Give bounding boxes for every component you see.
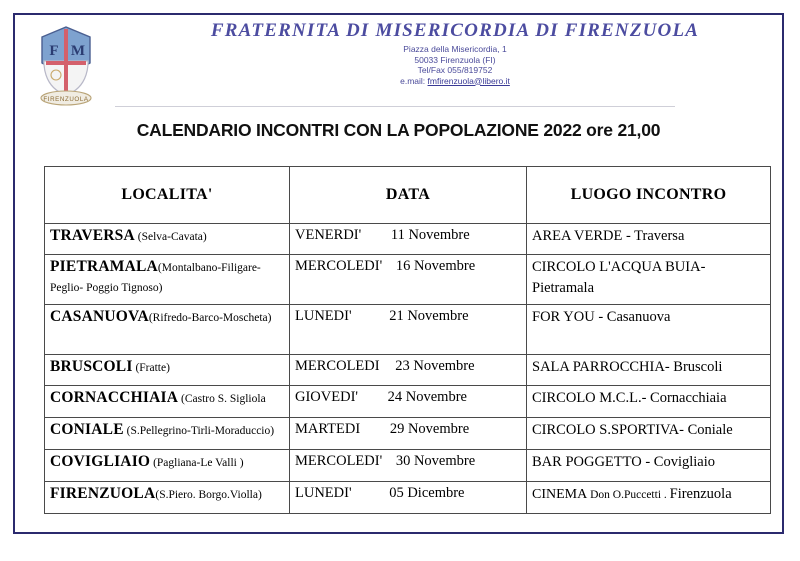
locality-subtitle: (S.Pellegrino-Tirli-Moraduccio) xyxy=(123,425,275,437)
date-number: 05 Dicembre xyxy=(389,485,465,501)
cell-place: AREA VERDE - Traversa xyxy=(527,224,771,255)
locality-name: CONIALE xyxy=(50,421,124,438)
locality-subtitle: (Montalbano-Filigare-Peglio- Poggio Tignoso) xyxy=(50,262,261,294)
table-row xyxy=(45,386,771,418)
cell-place xyxy=(527,482,771,514)
table-header-row xyxy=(45,167,771,224)
column-header-data: DATA xyxy=(290,167,527,224)
table-row xyxy=(45,450,771,482)
locality-name: TRAVERSA xyxy=(50,227,135,244)
locality-name: FIRENZUOLA xyxy=(50,485,156,502)
weekday: LUNEDI' xyxy=(295,485,352,501)
cell-locality xyxy=(45,450,290,482)
svg-text:FIRENZUOLA: FIRENZUOLA xyxy=(43,96,89,103)
locality-name: BRUSCOLI xyxy=(50,358,133,375)
locality-subtitle: (Castro S. Sigliola xyxy=(178,393,266,405)
column-header-luogo: LUOGO INCONTRO xyxy=(527,167,771,224)
cell-place: BAR POGGETTO - Covigliaio xyxy=(527,450,771,482)
locality-subtitle: (Selva-Cavata) xyxy=(134,231,207,243)
email-link[interactable]: fmfirenzuola@libero.it xyxy=(427,75,510,86)
svg-text:M: M xyxy=(70,43,86,59)
cell-locality xyxy=(45,418,290,450)
locality-subtitle: (Pagliana-Le Valli ) xyxy=(150,457,244,469)
table-row xyxy=(45,355,771,386)
page-title: CALENDARIO INCONTRI CON LA POPOLAZIONE 2022 ore 21,00 xyxy=(136,120,661,140)
column-header-localita: LOCALITA' xyxy=(45,167,290,224)
email-line xyxy=(135,76,775,87)
date-number: 29 Novembre xyxy=(389,421,470,437)
date-number: 30 Novembre xyxy=(395,453,476,469)
cell-date xyxy=(290,418,527,450)
table-row xyxy=(45,418,771,450)
weekday: MERCOLEDI' xyxy=(295,258,383,274)
locality-name: CASANUOVA xyxy=(50,308,149,325)
weekday: MERCOLEDI' xyxy=(295,453,383,469)
cell-place: FOR YOU - Casanuova xyxy=(527,305,771,355)
cell-date xyxy=(290,305,527,355)
header-divider xyxy=(115,106,675,107)
cell-date xyxy=(290,224,527,255)
date-number: 16 Novembre xyxy=(395,258,476,274)
organization-contact-block xyxy=(135,44,775,86)
phone-fax-line: Tel/Fax 055/819752 xyxy=(417,65,493,75)
date-number: 11 Novembre xyxy=(390,227,470,243)
address-line-1: Piazza della Misericordia, 1 xyxy=(403,44,507,54)
locality-subtitle: (Fratte) xyxy=(132,362,170,374)
calendar-table xyxy=(44,166,771,514)
cell-locality xyxy=(45,224,290,255)
cell-locality xyxy=(45,255,290,305)
cell-date xyxy=(290,482,527,514)
weekday: MARTEDI xyxy=(295,421,361,437)
weekday: MERCOLEDI xyxy=(295,358,380,374)
date-number: 24 Novembre xyxy=(387,389,467,405)
table-row xyxy=(45,305,771,355)
place-cinema-name: Don O.Puccetti . xyxy=(587,489,670,501)
table-row xyxy=(45,482,771,514)
date-number: 23 Novembre xyxy=(395,358,475,374)
cell-locality xyxy=(45,355,290,386)
weekday: LUNEDI' xyxy=(295,308,352,324)
letterhead xyxy=(15,15,782,107)
cell-date xyxy=(290,386,527,418)
svg-text:F: F xyxy=(49,43,59,59)
cell-date xyxy=(290,355,527,386)
page-frame xyxy=(13,13,784,534)
place-town: Firenzuola xyxy=(669,486,732,502)
cell-date xyxy=(290,450,527,482)
address-line-2: 50033 Firenzuola (FI) xyxy=(414,54,496,65)
table-row xyxy=(45,224,771,255)
date-number: 21 Novembre xyxy=(389,308,469,324)
cell-locality xyxy=(45,305,290,355)
weekday: VENERDI' xyxy=(295,227,362,243)
cell-locality xyxy=(45,482,290,514)
locality-subtitle: (S.Piero. Borgo.Violla) xyxy=(155,489,262,501)
cell-place: CIRCOLO M.C.L.- Cornacchiaia xyxy=(527,386,771,418)
misericordia-logo-icon xyxy=(32,21,100,107)
email-label: e.mail: xyxy=(400,75,428,86)
locality-name: PIETRAMALA xyxy=(50,258,158,275)
locality-name: COVIGLIAIO xyxy=(50,453,151,470)
organization-name: FRATERNITA DI MISERICORDIA DI FIRENZUOLA xyxy=(210,20,700,41)
cell-locality xyxy=(45,386,290,418)
weekday: GIOVEDI' xyxy=(295,389,359,405)
locality-subtitle: (Rifredo-Barco-Moscheta) xyxy=(148,312,272,324)
locality-name: CORNACCHIAIA xyxy=(50,389,179,406)
table-row xyxy=(45,255,771,305)
cell-place: SALA PARROCCHIA- Bruscoli xyxy=(527,355,771,386)
cell-place: CIRCOLO L'ACQUA BUIA- Pietramala xyxy=(527,255,771,305)
cell-place: CIRCOLO S.SPORTIVA- Coniale xyxy=(527,418,771,450)
place-cinema-label: CINEMA xyxy=(532,487,588,502)
cell-date xyxy=(290,255,527,305)
